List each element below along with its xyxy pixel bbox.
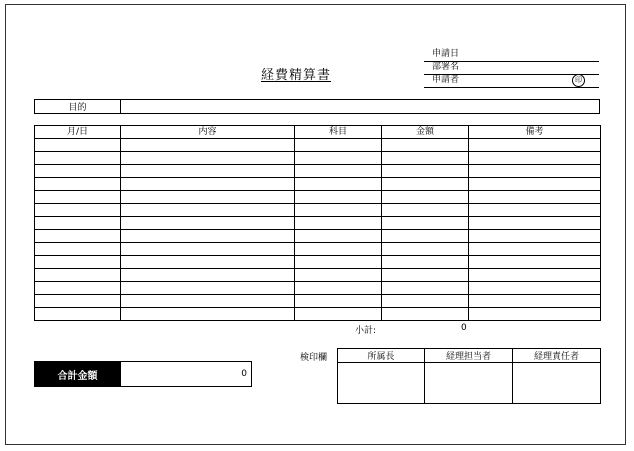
cell-amount[interactable] (382, 295, 469, 308)
cell-date[interactable] (35, 217, 121, 230)
cell-content[interactable] (121, 204, 295, 217)
cell-amount[interactable] (382, 217, 469, 230)
approval-label: 検印欄 (300, 353, 328, 363)
cell-date[interactable] (35, 230, 121, 243)
col-header-content: 内容 (121, 126, 295, 139)
cell-remarks[interactable] (469, 165, 601, 178)
table-row (35, 204, 601, 217)
cell-account[interactable] (295, 152, 382, 165)
cell-content[interactable] (121, 230, 295, 243)
cell-account[interactable] (295, 191, 382, 204)
cell-date[interactable] (35, 282, 121, 295)
table-row (35, 282, 601, 295)
cell-account[interactable] (295, 243, 382, 256)
application-date-field[interactable] (424, 48, 599, 62)
cell-content[interactable] (121, 165, 295, 178)
table-header-row (35, 126, 601, 139)
cell-account[interactable] (295, 282, 382, 295)
cell-remarks[interactable] (469, 308, 601, 321)
department-label: 部署名 (432, 62, 460, 72)
cell-amount[interactable] (382, 139, 469, 152)
cell-content[interactable] (121, 256, 295, 269)
cell-account[interactable] (295, 230, 382, 243)
table-row (35, 165, 601, 178)
cell-content[interactable] (121, 295, 295, 308)
cell-remarks[interactable] (469, 191, 601, 204)
cell-account[interactable] (295, 308, 382, 321)
table-row (35, 152, 601, 165)
col-header-date: 月/日 (35, 126, 121, 139)
table-row (35, 139, 601, 152)
purpose-table (34, 99, 600, 114)
cell-remarks[interactable] (469, 152, 601, 165)
cell-content[interactable] (121, 269, 295, 282)
table-row (35, 243, 601, 256)
total-table (34, 361, 252, 387)
cell-remarks[interactable] (469, 243, 601, 256)
cell-remarks[interactable] (469, 230, 601, 243)
cell-account[interactable] (295, 295, 382, 308)
cell-remarks[interactable] (469, 217, 601, 230)
total-value: 0 (121, 362, 252, 387)
approval-header-manager: 所属長 (338, 349, 425, 363)
table-row (35, 191, 601, 204)
cell-amount[interactable] (382, 230, 469, 243)
approval-header-accounting-chief: 経理責任者 (513, 349, 601, 363)
cell-amount[interactable] (382, 282, 469, 295)
purpose-label: 目的 (35, 100, 121, 114)
cell-account[interactable] (295, 269, 382, 282)
cell-content[interactable] (121, 178, 295, 191)
application-date-label: 申請日 (432, 49, 460, 59)
approval-table (337, 348, 601, 404)
col-header-amount: 金額 (382, 126, 469, 139)
table-row (35, 295, 601, 308)
cell-date[interactable] (35, 308, 121, 321)
col-header-account: 科目 (295, 126, 382, 139)
cell-date[interactable] (35, 178, 121, 191)
cell-content[interactable] (121, 139, 295, 152)
cell-content[interactable] (121, 308, 295, 321)
table-row (35, 308, 601, 321)
cell-remarks[interactable] (469, 178, 601, 191)
department-field[interactable] (424, 61, 599, 75)
cell-amount[interactable] (382, 256, 469, 269)
table-row (35, 178, 601, 191)
cell-content[interactable] (121, 152, 295, 165)
cell-account[interactable] (295, 139, 382, 152)
cell-remarks[interactable] (469, 139, 601, 152)
table-row (35, 217, 601, 230)
cell-date[interactable] (35, 204, 121, 217)
table-row (35, 269, 601, 282)
cell-account[interactable] (295, 178, 382, 191)
cell-remarks[interactable] (469, 204, 601, 217)
total-label: 合計金額 (35, 362, 121, 387)
purpose-input[interactable] (121, 100, 600, 114)
cell-content[interactable] (121, 191, 295, 204)
cell-remarks[interactable] (469, 256, 601, 269)
table-row (35, 256, 601, 269)
cell-date[interactable] (35, 152, 121, 165)
applicant-label: 申請者 (432, 75, 460, 85)
cell-amount[interactable] (382, 165, 469, 178)
cell-account[interactable] (295, 204, 382, 217)
cell-date[interactable] (35, 243, 121, 256)
approval-box-accounting-chief[interactable] (513, 363, 601, 404)
applicant-field[interactable] (424, 74, 599, 88)
cell-amount[interactable] (382, 204, 469, 217)
cell-account[interactable] (295, 217, 382, 230)
cell-date[interactable] (35, 269, 121, 282)
cell-amount[interactable] (382, 178, 469, 191)
cell-remarks[interactable] (469, 269, 601, 282)
cell-remarks[interactable] (469, 295, 601, 308)
cell-date[interactable] (35, 295, 121, 308)
cell-content[interactable] (121, 217, 295, 230)
cell-amount[interactable] (382, 152, 469, 165)
approval-box-manager[interactable] (338, 363, 425, 404)
col-header-remarks: 備考 (469, 126, 601, 139)
cell-date[interactable] (35, 256, 121, 269)
table-row (35, 230, 601, 243)
subtotal-value: 0 (461, 323, 467, 333)
expense-table (34, 125, 601, 321)
approval-header-accounting-staff: 経理担当者 (425, 349, 513, 363)
cell-amount[interactable] (382, 191, 469, 204)
form-title: 経費精算書 (261, 68, 332, 83)
cell-amount[interactable] (382, 308, 469, 321)
cell-remarks[interactable] (469, 282, 601, 295)
subtotal-label: 小計: (355, 326, 377, 336)
cell-amount[interactable] (382, 243, 469, 256)
cell-content[interactable] (121, 282, 295, 295)
cell-date[interactable] (35, 165, 121, 178)
seal-icon: 印 (572, 74, 585, 87)
cell-content[interactable] (121, 243, 295, 256)
cell-date[interactable] (35, 139, 121, 152)
approval-box-accounting-staff[interactable] (425, 363, 513, 404)
cell-date[interactable] (35, 191, 121, 204)
cell-amount[interactable] (382, 269, 469, 282)
cell-account[interactable] (295, 256, 382, 269)
cell-account[interactable] (295, 165, 382, 178)
